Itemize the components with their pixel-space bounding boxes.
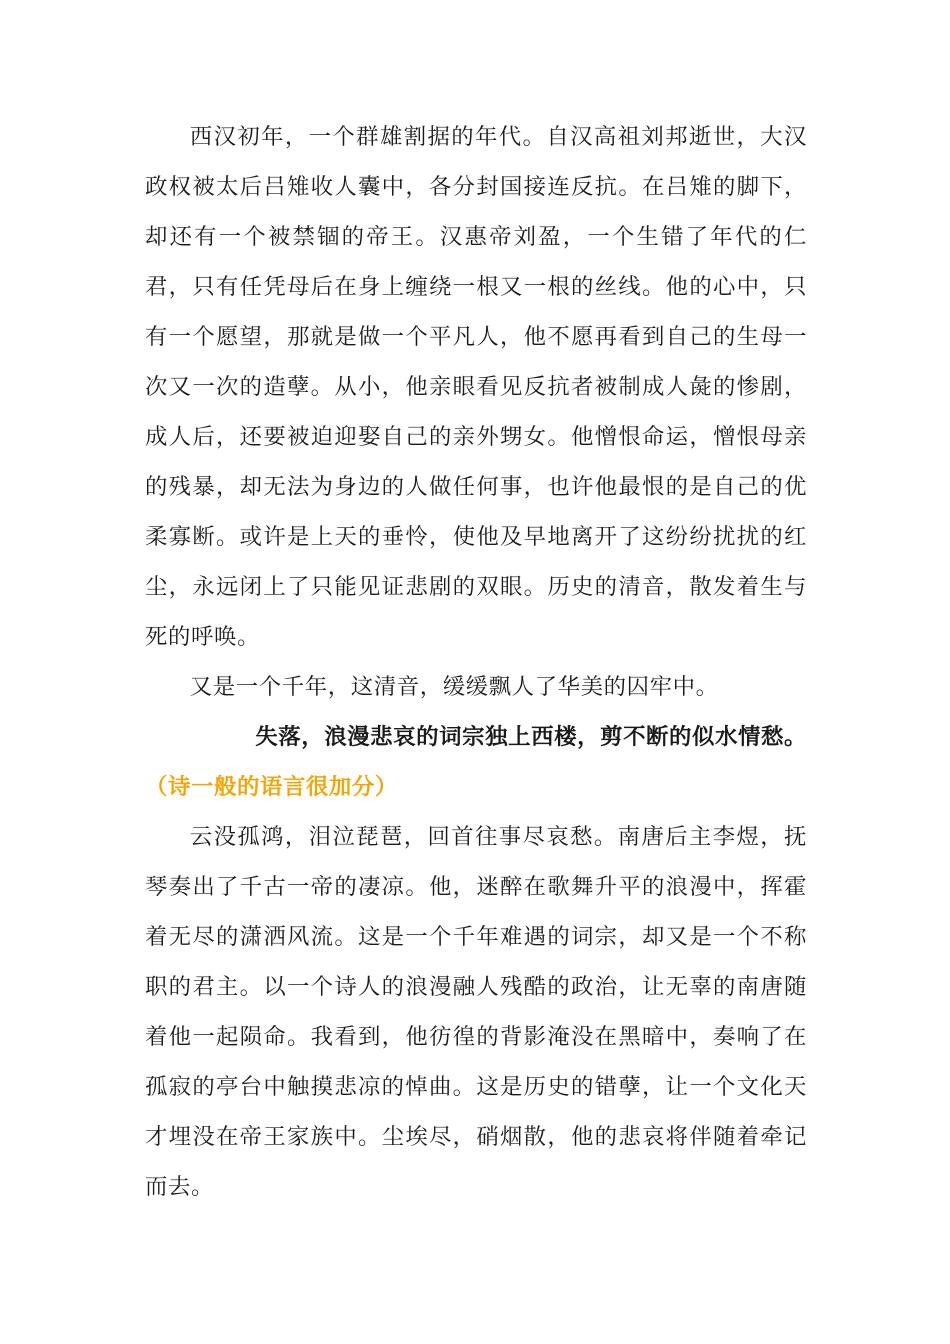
paragraph-transition: 又是一个千年，这清音，缓缓飘人了华美的囚牢中。	[189, 674, 719, 700]
paragraph-liu-ying: 西汉初年，一个群雄割据的年代。自汉高祖刘邦逝世，大汉政权被太后吕雉收人囊中，各分封国接连反抗。在吕雉的脚下，却还有一个被禁锢的帝王。汉惠帝刘盈，一个生错了年代的仁君，只有任凭母后在身上缠绕一根又一根的丝线。他的心中，只有一个愿望，那就是做一个平凡人，他不愿再看到自己的生母一次又一次的造孽。从小，他亲眼看见反抗者被制成人彘的惨剧，成人后，还要被迫迎娶自己的亲外甥女。他憎恨命运，憎恨母亲的残暴，却无法为身边的人做任何事，也许他最恨的是自己的优柔寡断。或许是上天的垂怜，使他及早地离开了这纷纷扰扰的红尘，永远闭上了只能见证悲剧的双眼。历史的清音，散发着生与死的呼唤。	[145, 124, 807, 650]
paragraph-li-yu: 云没孤鸿，泪泣琵琶，回首往事尽哀愁。南唐后主李煜，抚琴奏出了千古一帝的凄凉。他，迷醉在歌舞升平的浪漫中，挥霍着无尽的潇洒风流。这是一个千年难遇的词宗，却又是一个不称职的君主。以一个诗人的浪漫融人残酷的政治，让无辜的南唐随着他一起陨命。我看到，他彷徨的背影淹没在黑暗中，奏响了在孤寂的亭台中触摸悲凉的悼曲。这是历史的错孽，让一个文化天才埋没在帝王家族中。尘埃尽，硝烟散，他的悲哀将伴随着牵记而去。	[145, 824, 807, 1200]
document-page	[145, 112, 807, 1212]
teacher-comment-note: （诗一般的语言很加分）	[145, 774, 398, 800]
section-heading: 失落，浪漫悲哀的词宗独上西楼，剪不断的似水情愁。	[255, 724, 807, 750]
